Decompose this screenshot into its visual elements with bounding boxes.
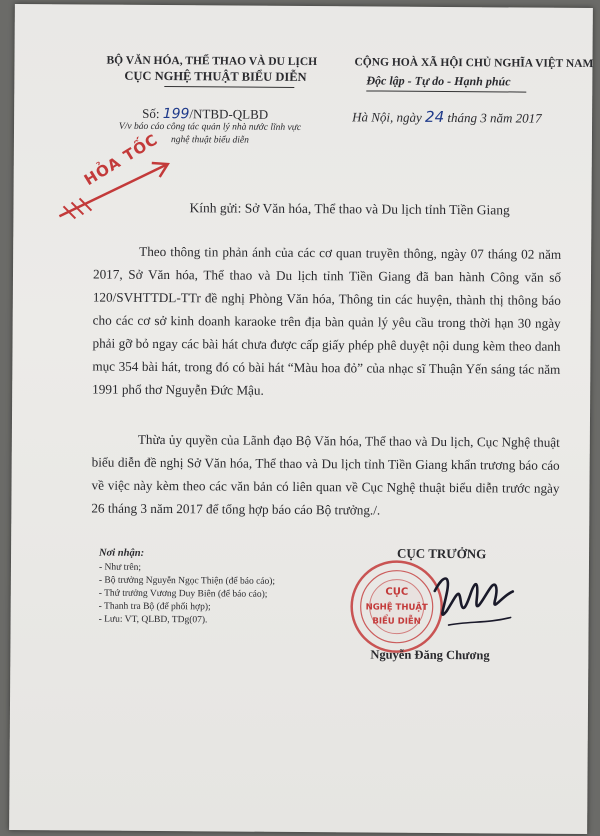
- date-prefix: Hà Nội, ngày: [352, 109, 422, 125]
- motto-underline: [366, 90, 526, 92]
- doc-number-prefix: Số:: [142, 105, 160, 122]
- recipient-item: - Bộ trưởng Nguyễn Ngọc Thiện (để báo cáo);: [98, 575, 276, 587]
- urgent-stamp: HỎA TỐC: [80, 130, 162, 190]
- handwritten-signature-icon: [428, 565, 518, 636]
- national-motto: Độc lập - Tự do - Hạnh phúc: [366, 73, 511, 89]
- body-paragraph-1: [92, 240, 561, 404]
- signer-title: CỤC TRƯỞNG: [397, 545, 487, 562]
- greeting-line: Kính gửi: Sở Văn hóa, Thể thao và Du lịch tỉnh Tiền Giang: [189, 200, 510, 218]
- seal-line-2: NGHỆ THUẬT: [365, 602, 428, 613]
- document-date: [352, 107, 542, 126]
- signer-name: Nguyễn Đăng Chương: [370, 647, 490, 663]
- document-page: [9, 4, 593, 834]
- recipient-item: - Thanh tra Bộ (để phối hợp);: [98, 601, 211, 613]
- date-suffix: tháng 3 năm 2017: [447, 110, 542, 126]
- recipient-item: - Thứ trưởng Vương Duy Biên (để báo cáo);: [98, 588, 268, 600]
- recipient-item: - Lưu: VT, QLBD, TDg(07).: [98, 614, 208, 626]
- doc-number-suffix: /NTBD-QLBD: [189, 106, 269, 122]
- body-paragraph-2-text: Thừa ủy quyền của Lãnh đạo Bộ Văn hóa, Thể thao và Du lịch, Cục Nghệ thuật biểu diễn đề nghị Sở Văn hóa, Thể thao và Du lịch tỉnh Tiền Giang khẩn trương báo cáo về việc này kèm theo các văn bản có liên quan về Cục Nghệ thuật biểu diễn trước ngày 26 tháng 3 năm 2017 để tổng hợp báo cáo Bộ trưởng./.: [91, 431, 560, 518]
- body-paragraph-1-text: Theo thông tin phản ánh của các cơ quan truyền thông, ngày 07 tháng 02 năm 2017, Sở Văn hóa, Thể thao và Du lịch tỉnh Tiền Giang đã ban hành Công văn số 120/SVHTTDL-TTr đề nghị Phòng Văn hóa, Thông tin các huyện, thành thị thông báo cho các cơ sở kinh doanh karaoke trên địa bàn quản lý yêu cầu trong thời hạn 30 ngày phải gỡ bỏ ngay các bài hát chưa được cấp giấy phép phê duyệt nội dung kèm theo danh mục 354 bài hát, trong đó có bài hát “Màu hoa đỏ” của nhạc sĩ Thuận Yến sáng tác năm 1991 phổ thơ Nguyễn Đức Mậu.: [92, 243, 562, 398]
- body-paragraph-2: [91, 428, 560, 523]
- recipients-heading: Nơi nhận:: [99, 547, 145, 559]
- recipients-list: [99, 562, 276, 628]
- seal-line-1: CỤC: [385, 586, 409, 598]
- nation-name: CỘNG HOÀ XÃ HỘI CHỦ NGHĨA VIỆT NAM: [354, 56, 594, 71]
- ministry-name: BỘ VĂN HÓA, THỂ THAO VÀ DU LỊCH: [106, 54, 318, 69]
- seal-line-3: BIỂU DIỄN: [372, 616, 421, 627]
- recipient-item: - Như trên;: [98, 562, 142, 573]
- department-name: CỤC NGHỆ THUẬT BIỂU DIỄN: [124, 68, 307, 85]
- doc-number-handwritten: 199: [162, 106, 190, 123]
- document-subject: V/v báo cáo công tác quản lý nhà nước lĩnh vực nghệ thuật biểu diễn: [118, 121, 302, 146]
- department-underline: [164, 86, 294, 88]
- date-day-handwritten: 24: [425, 107, 445, 126]
